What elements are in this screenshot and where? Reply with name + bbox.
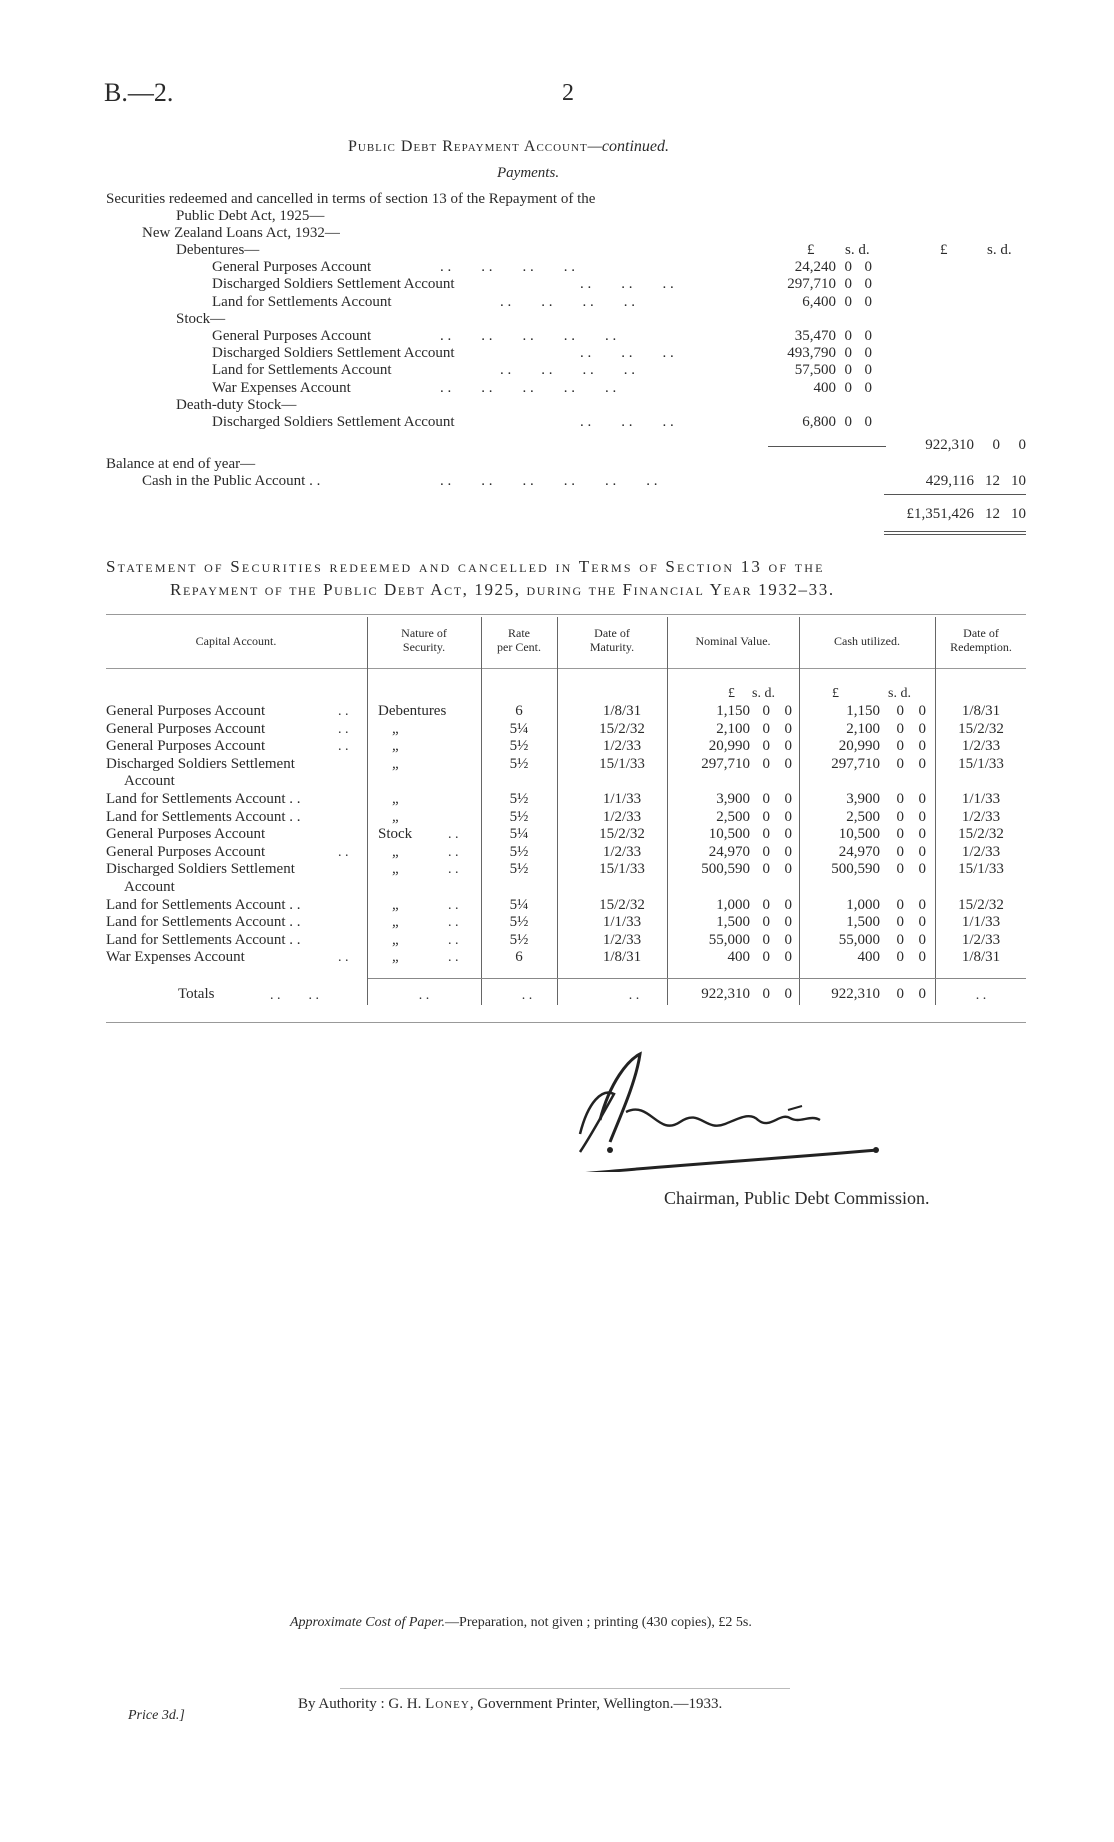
balance-s: 12 (985, 473, 1000, 489)
price: Price 3d.] (128, 1708, 185, 1723)
statement-row-cash-s: 0 (896, 843, 904, 860)
payment-row-label: War Expenses Account (212, 379, 351, 396)
statement-row-rate: 5½ (509, 808, 529, 825)
statement-row-account-dots: . . (338, 739, 349, 755)
statement-row-maturity: 1/8/31 (602, 703, 642, 719)
statement-row-cash-s: 0 (896, 949, 904, 966)
signature-caption: Chairman, Public Debt Commission. (664, 1188, 930, 1208)
table-bottom-rule (106, 1022, 1026, 1023)
statement-row-redemption: 15/2/32 (958, 720, 1004, 737)
statement-row-nature: „ (392, 931, 399, 948)
statement-row-nominal-d: 0 (784, 843, 792, 860)
statement-row-nominal-d: 0 (784, 826, 792, 843)
payment-row-label: Discharged Soldiers Settlement Account (212, 276, 455, 293)
statement-row-nature-dots: . . (448, 862, 459, 878)
statement-row-nominal-s: 0 (762, 861, 770, 878)
statement-row-nature-dots: . . (448, 827, 459, 843)
statement-row-cash-d: 0 (918, 755, 926, 772)
payments-subtitle: Payments. (497, 165, 560, 181)
statement-row-account: General Purposes Account (106, 738, 266, 755)
payment-group-heading: Death-duty Stock— (176, 396, 297, 413)
grand-total-rule-bottom-2 (884, 534, 1026, 535)
statement-row-nominal-s: 0 (762, 843, 770, 860)
statement-title-line-1: Statement of Securities redeemed and cancelled in Terms of Section 13 of the (106, 557, 825, 576)
statement-row-account: General Purposes Account (106, 703, 266, 719)
statement-row-nominal-d: 0 (784, 949, 792, 966)
statement-row-nominal-d: 0 (784, 896, 792, 913)
statement-row-nominal-s: 0 (762, 949, 770, 966)
statement-row-redemption: 1/2/33 (961, 738, 1001, 755)
section-title (348, 138, 669, 156)
col-capital-account: Capital Account. (195, 634, 277, 648)
statement-row-cash-s: 0 (896, 861, 904, 878)
table-top-rule (106, 614, 1026, 615)
statement-row-cash-d: 0 (918, 791, 926, 807)
statement-row-maturity: 1/1/33 (602, 914, 642, 931)
payment-row-d: 0 (864, 345, 872, 362)
statement-row-nature-dots: . . (448, 915, 459, 931)
statement-row-cash-d: 0 (918, 808, 926, 825)
statement-row-maturity: 15/1/33 (599, 861, 645, 878)
col-nominal-value: Nominal Value. (695, 634, 771, 648)
authority-name: Loney (425, 1696, 470, 1712)
statement-row-nominal-s: 0 (762, 720, 770, 737)
statement-row-cash: 297,710 (831, 755, 880, 772)
statement-row-nominal-d: 0 (784, 755, 792, 772)
statement-row-nature: „ (392, 949, 399, 966)
payment-row-label: General Purposes Account (212, 328, 372, 344)
payment-row-label: Land for Settlements Account (212, 293, 392, 310)
payment-row-d: 0 (864, 276, 872, 293)
statement-row-redemption: 15/1/33 (958, 861, 1004, 878)
statement-row-cash-d: 0 (918, 896, 926, 913)
col-nature-line-2: Security. (402, 640, 446, 654)
statement-row-maturity: 1/2/33 (602, 843, 642, 860)
statement-row-cash-d: 0 (918, 914, 926, 931)
statement-row-nominal-s: 0 (762, 703, 770, 719)
cost-text: —Preparation, not given ; printing (430 copies), £2 5s. (445, 1615, 752, 1630)
statement-row-account-dots: . . (338, 704, 349, 719)
statement-row-nominal-d: 0 (784, 808, 792, 825)
statement-row-cash-s: 0 (896, 755, 904, 772)
col-sd-2: s. d. (987, 242, 1012, 258)
statement-row-account: Discharged Soldiers Settlement (106, 861, 295, 878)
statement-row-redemption: 1/1/33 (961, 791, 1001, 807)
statement-row-redemption: 1/8/31 (961, 949, 1001, 966)
statement-row-cash-s: 0 (896, 703, 904, 719)
payment-row-dots: . . . . . . . . . . (440, 379, 617, 396)
statement-row-nature: „ (392, 738, 399, 755)
statement-row-cash: 10,500 (838, 826, 880, 843)
statement-row-rate: 6 (515, 703, 523, 719)
intro-line-1: Securities redeemed and cancelled in terms of section 13 of the Repayment of the (106, 191, 596, 207)
col-cash-utilized: Cash utilized. (834, 634, 900, 648)
nominal-pound-header: £ (728, 686, 735, 701)
statement-row-cash-d: 0 (918, 843, 926, 860)
statement-row-cash-s: 0 (896, 720, 904, 737)
statement-row-redemption: 1/2/33 (961, 843, 1001, 860)
page-number: 2 (562, 80, 574, 106)
balance-label: Cash in the Public Account . . (142, 473, 321, 489)
statement-row-rate: 5½ (509, 931, 529, 948)
statement-row-rate: 5¼ (509, 720, 529, 737)
statement-row-cash-d: 0 (918, 931, 926, 948)
statement-row-redemption: 1/1/33 (961, 914, 1001, 931)
col-maturity-line-2: Maturity. (589, 640, 635, 654)
statement-row-maturity: 1/2/33 (602, 931, 642, 948)
statement-row-account: General Purposes Account (106, 826, 266, 843)
statement-title-line-2: Repayment of the Public Debt Act, 1925, during the Financial Year 1932–33. (170, 580, 835, 599)
statement-row-rate: 5½ (509, 755, 529, 772)
statement-row-cash: 500,590 (831, 861, 880, 878)
statement-row-cash: 1,150 (846, 703, 880, 719)
statement-row-maturity: 1/8/31 (602, 949, 642, 966)
statement-row-nature-dots: . . (448, 897, 459, 913)
totals-rate: . . (521, 988, 533, 1003)
statement-row-nature: „ (392, 791, 399, 807)
authority-suffix: , Government Printer, Wellington.—1933. (469, 1696, 723, 1712)
col-pound-2: £ (940, 242, 948, 258)
statement-row-maturity: 15/2/32 (599, 896, 645, 913)
statement-row-rate: 5½ (509, 861, 529, 878)
payment-group-heading: Stock— (176, 310, 226, 327)
statement-row-nature: „ (392, 720, 399, 737)
statement-row-cash-s: 0 (896, 931, 904, 948)
subtotal-s: 0 (992, 437, 1000, 453)
balance-heading: Balance at end of year— (106, 456, 256, 472)
grand-total-pounds: £1,351,426 (906, 506, 974, 522)
payment-row-s: 0 (844, 259, 852, 276)
statement-row-nominal-d: 0 (784, 931, 792, 948)
payment-row-dots: . . . . . . (580, 345, 674, 362)
statement-row-nature: „ (392, 755, 399, 772)
nominal-sd-header: s. d. (752, 686, 775, 701)
statement-row-cash: 1,500 (846, 914, 880, 931)
balance-pounds: 429,116 (925, 473, 974, 489)
statement-row-nature: „ (392, 914, 399, 931)
col-maturity-line-1: Date of (594, 626, 630, 640)
payment-row-dots: . . . . . . . . . . (440, 328, 617, 344)
statement-row-cash-d: 0 (918, 861, 926, 878)
statement-row-rate: 5½ (509, 914, 529, 931)
grand-total-s: 12 (985, 506, 1000, 522)
payment-row-s: 0 (844, 379, 852, 396)
totals-nominal: 922,310 (701, 986, 750, 1002)
statement-row-redemption: 1/8/31 (961, 703, 1001, 719)
statement-row-nature: „ (392, 861, 399, 878)
statement-row-nominal-d: 0 (784, 791, 792, 807)
statement-row-nominal-s: 0 (762, 896, 770, 913)
statement-row-account-cont: Account (124, 879, 175, 895)
payment-row-dots: . . . . . . (580, 276, 674, 293)
totals-cash-d: 0 (918, 986, 926, 1002)
payment-row-s: 0 (844, 414, 852, 430)
statement-row-account-dots: . . (338, 721, 349, 737)
payment-row-label: Land for Settlements Account (212, 362, 392, 379)
totals-maturity: . . (628, 988, 640, 1003)
statement-row-nominal-s: 0 (762, 791, 770, 807)
statement-row-nominal-s: 0 (762, 914, 770, 931)
statement-row-rate: 5½ (509, 791, 529, 807)
statement-row-account-cont: Account (124, 773, 175, 790)
statement-row-maturity: 15/2/32 (599, 720, 645, 737)
document-reference: B.—2. (104, 78, 174, 107)
statement-row-nature-dots: . . (448, 844, 459, 860)
grand-total-rule-bottom-1 (884, 531, 1026, 532)
payment-row-pounds: 493,790 (787, 345, 836, 362)
statement-row-rate: 5½ (509, 843, 529, 860)
payment-row-s: 0 (844, 293, 852, 310)
statement-row-redemption: 15/2/32 (958, 896, 1004, 913)
statement-row-account: Land for Settlements Account . . (106, 931, 301, 948)
statement-row-cash: 55,000 (838, 931, 880, 948)
payment-row-pounds: 400 (813, 379, 836, 396)
statement-row-cash-s: 0 (896, 791, 904, 807)
statement-row-nominal: 297,710 (701, 755, 750, 772)
statement-row-cash-s: 0 (896, 808, 904, 825)
statement-row-cash-s: 0 (896, 738, 904, 755)
payment-row-dots: . . . . . . . . (500, 362, 635, 379)
payment-row-pounds: 297,710 (787, 276, 836, 293)
payment-row-pounds: 6,800 (802, 414, 836, 430)
statement-row-account: Land for Settlements Account . . (106, 791, 301, 807)
payment-row-dots: . . . . . . . . (440, 259, 575, 276)
statement-row-rate: 6 (515, 949, 523, 966)
col-rate-line-1: Rate (508, 626, 530, 640)
payment-row-dots: . . . . . . . . (500, 293, 635, 310)
statement-row-maturity: 15/2/32 (599, 826, 645, 843)
statement-row-nominal-d: 0 (784, 861, 792, 878)
statement-row-nominal-s: 0 (762, 826, 770, 843)
totals-cash-s: 0 (896, 986, 904, 1002)
payment-row-dots: . . . . . . (580, 414, 674, 430)
payment-row-s: 0 (844, 345, 852, 362)
col-redemption-line-1: Date of (963, 626, 999, 640)
payment-row-s: 0 (844, 276, 852, 293)
payment-row-d: 0 (864, 379, 872, 396)
statement-row-nominal: 500,590 (701, 861, 750, 878)
cash-sd-header: s. d. (888, 686, 911, 701)
statement-row-nature: „ (392, 843, 399, 860)
statement-row-account: Land for Settlements Account . . (106, 914, 301, 931)
payment-row-d: 0 (864, 293, 872, 310)
statement-row-nominal: 3,900 (716, 791, 750, 807)
vline-nature (367, 617, 368, 1005)
payment-row-label: Discharged Soldiers Settlement Account (212, 414, 455, 430)
statement-row-account: War Expenses Account (106, 949, 245, 966)
statement-row-account-dots: . . (338, 950, 349, 966)
balance-d: 10 (1011, 473, 1026, 489)
totals-redemption: . . (975, 988, 987, 1003)
statement-row-cash: 3,900 (846, 791, 880, 807)
statement-row-nominal: 2,500 (716, 808, 750, 825)
totals-top-rule (368, 978, 1026, 979)
statement-row-nominal-d: 0 (784, 738, 792, 755)
totals-nature: . . (418, 988, 430, 1003)
payment-row-s: 0 (844, 362, 852, 379)
statement-row-nominal: 2,100 (716, 720, 750, 737)
statement-row-nominal: 1,150 (716, 703, 750, 719)
statement-row-account: Land for Settlements Account . . (106, 808, 301, 825)
payment-row-d: 0 (864, 414, 872, 430)
statement-row-nature: Stock (378, 826, 413, 843)
statement-row-nominal-d: 0 (784, 914, 792, 931)
statement-row-maturity: 15/1/33 (599, 755, 645, 772)
statement-row-cash-d: 0 (918, 826, 926, 843)
statement-row-nominal: 1,500 (716, 914, 750, 931)
authority-line (298, 1696, 722, 1713)
vline-maturity (557, 617, 558, 1005)
payment-row-label: Discharged Soldiers Settlement Account (212, 345, 455, 362)
statement-row-nominal: 1,000 (716, 896, 750, 913)
statement-row-account: General Purposes Account (106, 843, 266, 860)
statement-row-rate: 5½ (509, 738, 529, 755)
section-title-continued: —continued. (587, 138, 669, 155)
statement-row-account: General Purposes Account (106, 720, 266, 737)
statement-row-account-dots: . . (338, 844, 349, 860)
statement-row-cash: 24,970 (838, 843, 880, 860)
statement-row-nominal-s: 0 (762, 738, 770, 755)
statement-row-nominal: 24,970 (708, 843, 750, 860)
payment-row-d: 0 (864, 259, 872, 276)
statement-row-cash-d: 0 (918, 949, 926, 966)
statement-row-cash: 2,100 (846, 720, 880, 737)
statement-row-maturity: 1/2/33 (602, 738, 642, 755)
grand-total-rule-top (884, 494, 1026, 495)
statement-row-nominal: 10,500 (708, 826, 750, 843)
payment-row-pounds: 24,240 (794, 259, 836, 276)
statement-row-cash: 400 (857, 949, 880, 966)
cash-pound-header: £ (832, 686, 839, 701)
statement-row-cash-s: 0 (896, 826, 904, 843)
statement-row-nature: „ (392, 808, 399, 825)
statement-row-redemption: 1/2/33 (961, 931, 1001, 948)
authority-prefix: By Authority : G. H. (298, 1696, 426, 1712)
totals-cash: 922,310 (831, 986, 880, 1002)
statement-row-cash: 2,500 (846, 808, 880, 825)
payment-row-label: General Purposes Account (212, 259, 372, 276)
statement-row-nominal-s: 0 (762, 931, 770, 948)
subtotal-rule (768, 446, 886, 447)
balance-dots: . . . . . . . . . . . . (440, 473, 658, 489)
statement-row-redemption: 15/1/33 (958, 755, 1004, 772)
statement-row-rate: 5¼ (509, 896, 529, 913)
totals-label: Totals (178, 986, 215, 1002)
cost-of-paper (290, 1615, 752, 1631)
payment-group-heading: Debentures— (176, 242, 260, 258)
statement-row-nature: „ (392, 896, 399, 913)
payment-row-pounds: 35,470 (794, 328, 836, 344)
statement-row-nature-dots: . . (448, 950, 459, 966)
signature-graphic (540, 1042, 920, 1172)
totals-label-dots: . . . . (270, 988, 319, 1003)
col-nature-line-1: Nature of (401, 626, 447, 640)
statement-row-account: Land for Settlements Account . . (106, 896, 301, 913)
section-title-main: Public Debt Repayment Account (348, 138, 588, 155)
statement-row-cash-s: 0 (896, 914, 904, 931)
statement-row-nominal-d: 0 (784, 720, 792, 737)
payment-row-d: 0 (864, 362, 872, 379)
totals-nominal-s: 0 (762, 986, 770, 1002)
statement-row-nominal-s: 0 (762, 808, 770, 825)
statement-row-nature: Debentures (378, 703, 447, 719)
act-line: New Zealand Loans Act, 1932— (142, 225, 340, 241)
footer-rule (340, 1688, 790, 1689)
payment-row-pounds: 6,400 (802, 293, 836, 310)
statement-row-cash: 20,990 (838, 738, 880, 755)
statement-row-maturity: 1/1/33 (602, 791, 642, 807)
header-bottom-rule (106, 668, 1026, 669)
statement-row-nominal: 55,000 (708, 931, 750, 948)
statement-row-nominal: 400 (727, 949, 750, 966)
statement-row-cash-s: 0 (896, 896, 904, 913)
subtotal-pounds: 922,310 (925, 437, 974, 453)
payment-row-d: 0 (864, 328, 872, 344)
grand-total-d: 10 (1011, 506, 1026, 522)
payment-row-pounds: 57,500 (794, 362, 836, 379)
intro-line-2: Public Debt Act, 1925— (176, 208, 325, 224)
statement-row-nominal: 20,990 (708, 738, 750, 755)
statement-row-nominal-d: 0 (784, 703, 792, 719)
statement-row-maturity: 1/2/33 (602, 808, 642, 825)
statement-row-cash: 1,000 (846, 896, 880, 913)
statement-row-cash-d: 0 (918, 720, 926, 737)
statement-row-redemption: 1/2/33 (961, 808, 1001, 825)
statement-row-account: Discharged Soldiers Settlement (106, 755, 295, 772)
statement-row-cash-d: 0 (918, 703, 926, 719)
statement-row-nature-dots: . . (448, 932, 459, 948)
col-sd-1: s. d. (845, 242, 870, 258)
col-rate-line-2: per Cent. (497, 640, 541, 654)
statement-row-nominal-s: 0 (762, 755, 770, 772)
statement-row-rate: 5¼ (509, 826, 529, 843)
subtotal-d: 0 (1018, 437, 1026, 453)
totals-nominal-d: 0 (784, 986, 792, 1002)
statement-row-cash-d: 0 (918, 738, 926, 755)
col-redemption-line-2: Redemption. (950, 640, 1012, 654)
cost-label: Approximate Cost of Paper. (290, 1615, 446, 1630)
col-pound-1: £ (807, 242, 815, 258)
payment-row-s: 0 (844, 328, 852, 344)
statement-row-redemption: 15/2/32 (958, 826, 1004, 843)
